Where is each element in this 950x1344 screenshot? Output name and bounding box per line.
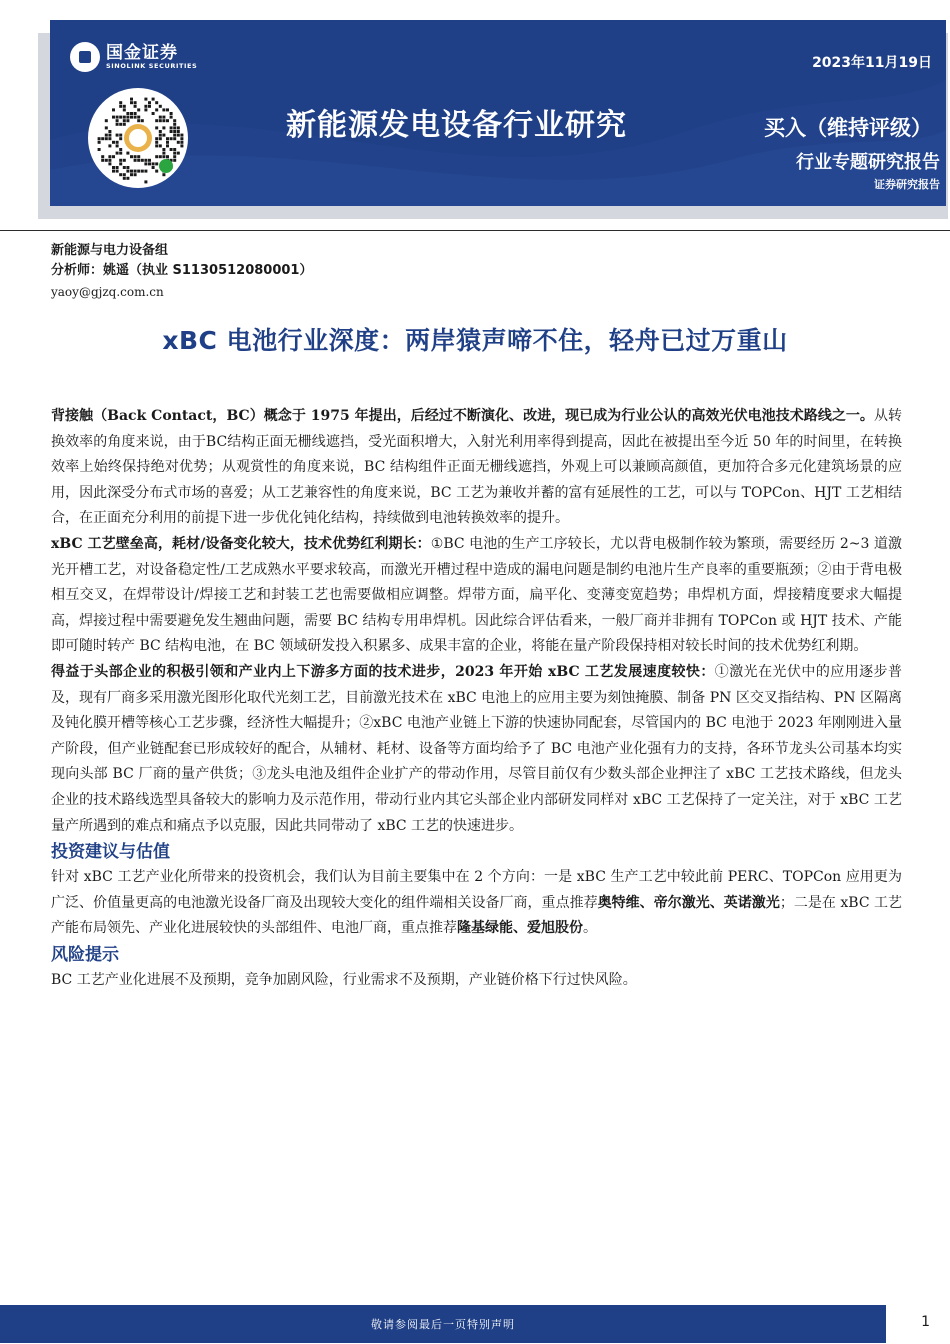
- analyst-email[interactable]: yaoy@gjzq.com.cn: [51, 285, 164, 299]
- invest-heading: 投资建议与估值: [51, 842, 170, 863]
- banner-title: 新能源发电设备行业研究: [286, 108, 627, 143]
- risk-heading: 风险提示: [51, 944, 119, 965]
- report-banner: [50, 20, 946, 206]
- document-title: xBC 电池行业深度：两岸猿声啼不住，轻舟已过万重山: [162, 326, 788, 355]
- disclaimer-note[interactable]: 敬请参阅最后一页特别声明: [371, 1318, 515, 1331]
- page-number-box: [886, 1305, 950, 1343]
- report-body: [51, 404, 902, 993]
- paragraph-xbc-barriers: [51, 532, 902, 660]
- invest-text-1: 针对 xBC 工艺产业化所带来的投资机会，我们认为目前主要集中在 2 个方向：一是 xBC 生产工艺中较此前 PERC、TOPCon 应用更为广泛、价值量更高的电池激光设备厂商及出现较大变化的组件端相关设备厂商，重点推荐: [51, 869, 902, 911]
- invest-picks-modules: 隆基绿能、爱旭股份: [457, 920, 583, 937]
- analyst-info: [51, 241, 312, 303]
- paragraph-lead: 背接触（Back Contact，BC）概念于 1975 年提出，后经过不断演化、改进，现已成为行业公认的高效光伏电池技术路线之一。: [51, 408, 874, 424]
- invest-picks-equipment: 奥特维、帝尔激光、英诺激光: [597, 894, 780, 911]
- paragraph-text: ①激光在光伏中的应用逐步普及，现有厂商多采用激光图形化取代光刻工艺，目前激光技术在 xBC 电池上的应用主要为刻蚀掩膜、制备 PN 区交叉指结构、PN 区隔离及钝化膜开槽等核心工艺步骤，经济性大幅提升；②xBC 电池产业链上下游的快速协同配套，尽管国内的 BC 电池于 2023 年刚刚进入量产阶段，但产业链配套已形成较好的配合，从辅材、耗材、设备等方面均给予了 BC 电池产业化强有力的支持，各环节龙头公司基本均实现向头部 BC 厂商的量产供货；③龙头电池及组件企业扩产的带动作用，尽管目前仅有少数头部企业押注了 xBC 工艺技术路线，但龙头企业的技术路线选型具备较大的影响力及示范作用，带动行业内其它头部企业内部研发同样对 xBC 工艺保持了一定关注，对于 xBC 工艺量产所遇到的难点和痛点予以克服，因此共同带动了 xBC 工艺的快速进步。: [51, 663, 902, 834]
- wechat-qr-code-icon[interactable]: [88, 88, 188, 188]
- invest-text-3: 。: [583, 920, 597, 937]
- research-group: 新能源与电力设备组: [51, 243, 169, 258]
- sinolink-logo: [70, 42, 197, 72]
- logo-english-name: SINOLINK SECURITIES: [106, 61, 198, 70]
- paragraph-text: ①BC 电池的生产工序较长，尤以背电极制作较为繁琐，需要经历 2~3 道激光开槽工艺，对设备稳定性/工艺成熟水平要求较高，而激光开槽过程中造成的漏电问题是制约电池片生产良率的重要瓶颈；②由于背电极相互交叉，在焊带设计/焊接工艺和封装工艺也需要做相应调整。焊带方面，扁平化、变薄变宽趋势；串焊机方面，焊接精度要求大幅提高，焊接过程中需要避免发生翘曲问题，需要 BC 结构专用串焊机。因此综合评估看来，一般厂商并非拥有 TOPCon 或 HJT 技术、产能即可随时转产 BC 结构电池，在 BC 领域研发投入积累多、成果丰富的企业，将能在量产阶段保持相对较长时间的技术优势红利期。: [51, 535, 902, 655]
- analyst-name: 分析师：姚遥（执业 S1130512080001）: [51, 263, 313, 278]
- paragraph-lead: 得益于头部企业的积极引领和产业内上下游多方面的技术进步，2023 年开始 xBC 工艺发展速度较快：: [51, 663, 715, 680]
- paragraph-invest: [51, 865, 902, 942]
- paragraph-text: 从转换效率的角度来说，由于BC结构正面无栅线遮挡，受光面积增大，入射光利用率得到提高，因此在被提出至今近 50 年的时间里，在转换效率上始终保持绝对优势；从观赏性的角度来说，BC 结构组件正面无栅线遮挡，外观上可以兼顾高颜值，更加符合多元化建筑场景的应用，因此深受分布式市场的喜爱；从工艺兼容性的角度来说，BC 工艺为兼收并蓄的富有延展性的工艺，可以与 TOPCon、HJT 工艺相结合，在正面充分利用的前提下进一步优化钝化结构，持续做到电池转换效率的提升。: [51, 408, 903, 527]
- rating-label: 买入（维持评级）: [764, 116, 932, 140]
- paragraph-xbc-progress: [51, 660, 902, 839]
- header-divider: [0, 230, 950, 231]
- report-subtype: 证券研究报告: [874, 178, 940, 191]
- page-number: 1: [921, 1314, 930, 1330]
- sinolink-logo-icon: [70, 42, 100, 72]
- paragraph-bc-concept: [51, 404, 902, 532]
- paragraph-lead: xBC 工艺壁垒高，耗材/设备变化较大，技术优势红利期长：: [51, 535, 431, 552]
- logo-chinese-name: 国金证券: [106, 42, 178, 63]
- paragraph-risk: BC 工艺产业化进展不及预期，竞争加剧风险，行业需求不及预期，产业链价格下行过快风险。: [51, 971, 637, 988]
- page-footer: [0, 1305, 950, 1343]
- invest-text-2: ；二是在 xBC 工艺产能布局领先、产业化进展较快的头部组件、电池厂商，重点推荐: [51, 894, 903, 937]
- report-type: 行业专题研究报告: [796, 152, 940, 173]
- report-date: 2023年11月19日: [812, 55, 932, 71]
